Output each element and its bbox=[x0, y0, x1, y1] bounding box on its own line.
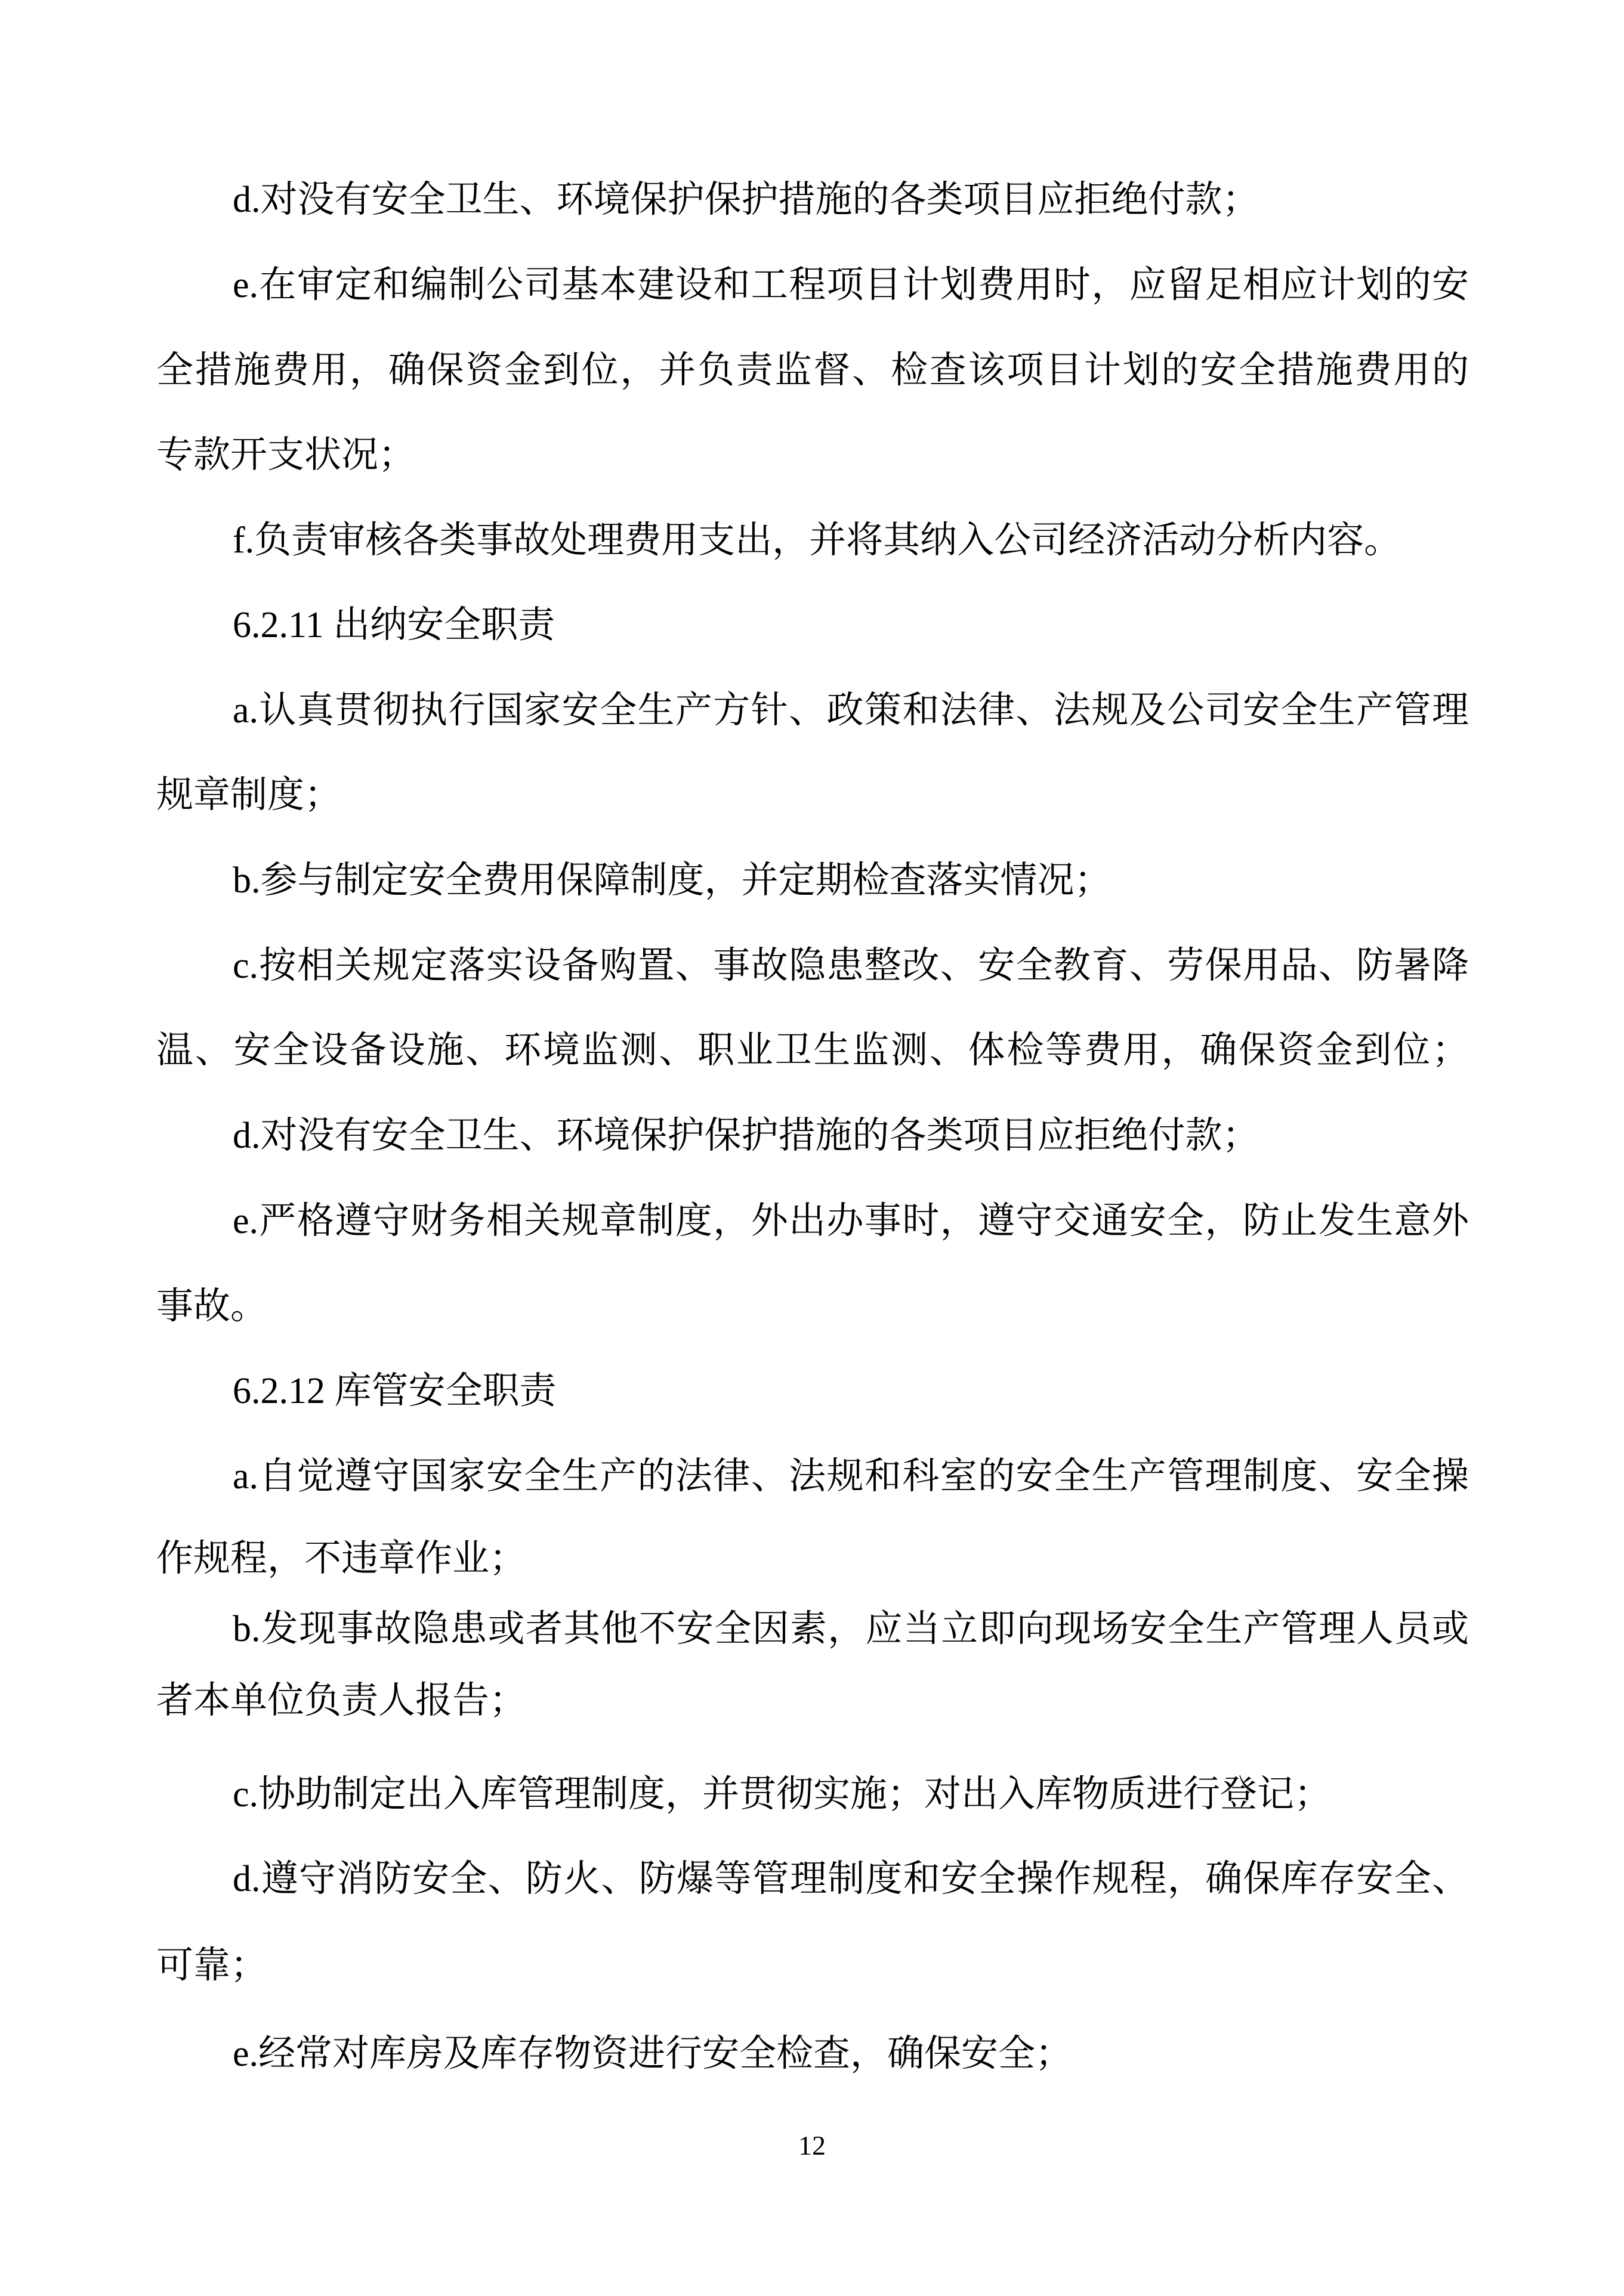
document-line: c.协助制定出入库管理制度，并贯彻实施；对出入库物质进行登记； bbox=[233, 1774, 1332, 1815]
section-heading-6-2-11: 6.2.11 出纳安全职责 bbox=[233, 605, 555, 645]
document-line: e.严格遵守财务相关规章制度，外出办事时，遵守交通安全，防止发生意外 bbox=[233, 1201, 1469, 1241]
page-number: 12 bbox=[798, 2130, 826, 2161]
document-line: a.自觉遵守国家安全生产的法律、法规和科室的安全生产管理制度、安全操 bbox=[233, 1456, 1469, 1497]
document-line: 事故。 bbox=[156, 1286, 268, 1327]
document-line: f.负责审核各类事故处理费用支出，并将其纳入公司经济活动分析内容。 bbox=[233, 520, 1401, 561]
document-line: d.对没有安全卫生、环境保护保护措施的各类项目应拒绝付款； bbox=[233, 180, 1259, 220]
document-line: a.认真贯彻执行国家安全生产方针、政策和法律、法规及公司安全生产管理 bbox=[233, 690, 1469, 731]
document-line: 专款开支状况； bbox=[156, 435, 416, 475]
document-line: 者本单位负责人报告； bbox=[156, 1680, 527, 1721]
document-line: e.经常对库房及库存物资进行安全检查，确保安全； bbox=[233, 2034, 1073, 2074]
document-line: b.参与制定安全费用保障制度，并定期检查落实情况； bbox=[233, 860, 1112, 901]
document-line: d.遵守消防安全、防火、防爆等管理制度和安全操作规程，确保库存安全、 bbox=[233, 1859, 1469, 1899]
document-line: d.对没有安全卫生、环境保护保护措施的各类项目应拒绝付款； bbox=[233, 1115, 1259, 1156]
document-line: e.在审定和编制公司基本建设和工程项目计划费用时，应留足相应计划的安 bbox=[233, 265, 1469, 305]
document-line: 温、安全设备设施、环境监测、职业卫生监测、体检等费用，确保资金到位； bbox=[156, 1030, 1469, 1071]
document-line: c.按相关规定落实设备购置、事故隐患整改、安全教育、劳保用品、防暑降 bbox=[233, 945, 1469, 986]
document-line: 可靠； bbox=[156, 1945, 268, 1986]
section-heading-6-2-12: 6.2.12 库管安全职责 bbox=[233, 1371, 557, 1411]
document-line: 全措施费用，确保资金到位，并负责监督、检查该项目计划的安全措施费用的 bbox=[156, 350, 1469, 391]
document-line: b.发现事故隐患或者其他不安全因素，应当立即向现场安全生产管理人员或 bbox=[233, 1609, 1469, 1649]
document-line: 作规程，不违章作业； bbox=[156, 1538, 527, 1579]
document-line: 规章制度； bbox=[156, 775, 342, 815]
